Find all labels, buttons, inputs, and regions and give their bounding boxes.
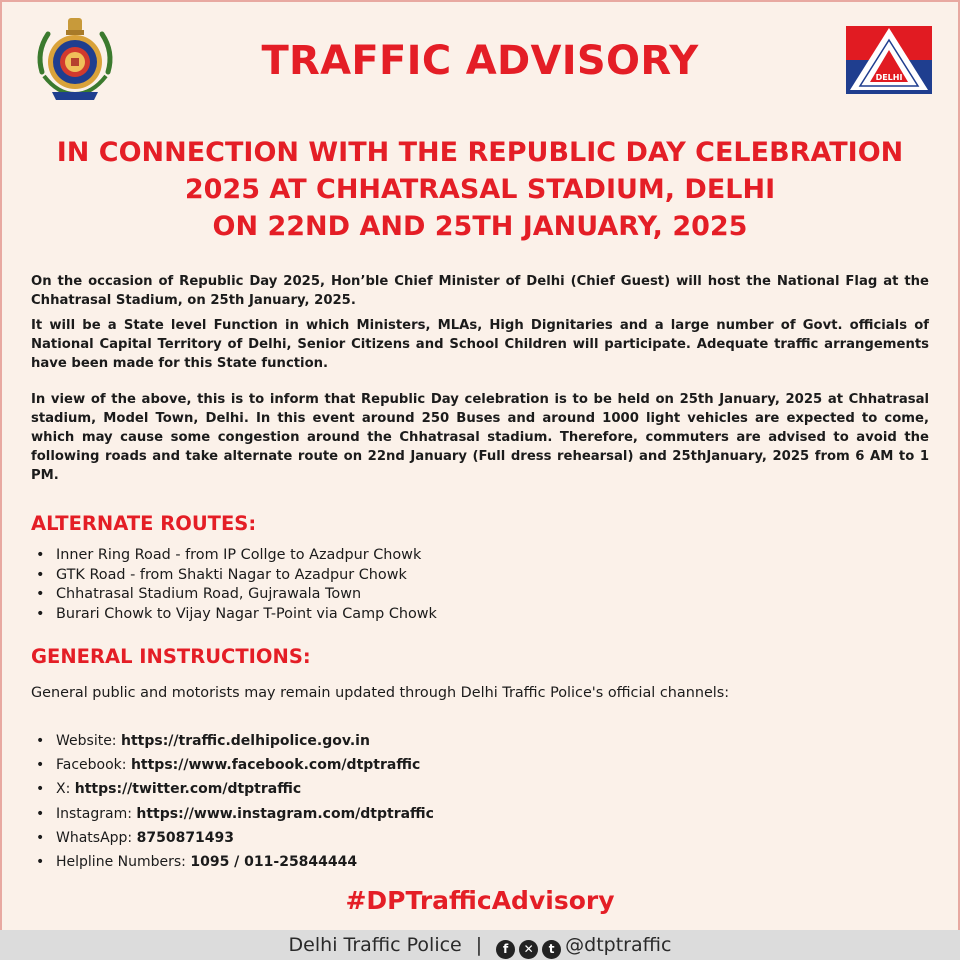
instagram-link[interactable]: https://www.instagram.com/dtptraffic	[136, 805, 434, 822]
route-item: • Chhatrasal Stadium Road, Gujrawala Town	[36, 585, 437, 605]
x-link[interactable]: https://twitter.com/dtptraffic	[74, 781, 302, 798]
facebook-icon[interactable]: f	[496, 940, 515, 959]
logo-right-text: DELHI	[875, 73, 903, 82]
subtitle-line-1: IN CONNECTION WITH THE REPUBLIC DAY CELEBRATION	[56, 137, 904, 168]
general-instructions-heading: GENERAL INSTRUCTIONS:	[31, 645, 311, 668]
subtitle-line-2: 2025 AT CHHATRASAL STADIUM, DELHI	[184, 174, 776, 205]
channel-instagram: • Instagram: https://www.instagram.com/dtptraffic	[36, 802, 434, 826]
website-link[interactable]: https://traffic.delhipolice.gov.in	[120, 733, 370, 749]
helpline-numbers[interactable]: 1095 / 011-25844444	[190, 854, 358, 871]
channel-x: • X: https://twitter.com/dtptraffic	[36, 777, 434, 801]
route-item: • Inner Ring Road - from IP Collge to Azadpur Chowk	[36, 546, 437, 566]
x-icon[interactable]: ✕	[519, 940, 538, 959]
traffic-police-delhi-logo-icon	[846, 26, 932, 94]
alternate-routes-heading: ALTERNATE ROUTES:	[31, 512, 257, 535]
route-item: • GTK Road - from Shakti Nagar to Azadpur Chowk	[36, 566, 437, 586]
channel-website: • Website: https://traffic.delhipolice.gov.in	[36, 729, 434, 753]
hashtag[interactable]: #DPTrafficAdvisory	[345, 886, 615, 915]
footer-bar	[0, 930, 960, 960]
function-paragraph: It will be a State level Function in which Ministers, MLAs, High Dignitaries and a large number of Govt. officials of National Capital Territory of Delhi, Senior Citizens and School Children will participate. Adequate traffic arrangements have been made for this State function.	[31, 318, 929, 371]
subtitle-line-3: ON 22ND AND 25TH JANUARY, 2025	[212, 211, 748, 242]
facebook-link[interactable]: https://www.facebook.com/dtptraffic	[130, 757, 421, 774]
route-item: • Burari Chowk to Vijay Nagar T-Point via Camp Chowk	[36, 605, 437, 625]
alternate-routes-list	[36, 546, 437, 624]
whatsapp-number[interactable]: 8750871493	[136, 829, 235, 846]
advisory-subtitle	[20, 134, 940, 245]
channel-helpline: • Helpline Numbers: 1095 / 011-25844444	[36, 850, 434, 874]
intro-paragraph: On the occasion of Republic Day 2025, Hon’ble Chief Minister of Delhi (Chief Guest) will host the National Flag at the Chhatrasal Stadium, on 25th January, 2025.	[31, 274, 929, 308]
footer-separator: |	[475, 934, 483, 956]
channel-facebook: • Facebook: https://www.facebook.com/dtptraffic	[36, 753, 434, 777]
footer-handle[interactable]: @dtptraffic	[565, 934, 672, 956]
footer-org: Delhi Traffic Police	[288, 934, 462, 956]
official-channels-list	[36, 729, 434, 874]
page-title: TRAFFIC ADVISORY	[261, 38, 699, 84]
general-instructions-text: General public and motorists may remain updated through Delhi Traffic Police's official channels:	[31, 685, 730, 701]
advisory-paragraph: In view of the above, this is to inform that Republic Day celebration is to be held on 25th January, 2025 at Chhatrasal stadium, Model Town, Delhi. In this event around 250 Buses and around 1000 light vehicles are expected to come, which may cause some congestion around the Chhatrasal stadium. Therefore, commuters are advised to avoid the following roads and take alternate route on 22nd January (Full dress rehearsal) and 25thJanuary, 2025 from 6 AM to 1 PM.	[31, 392, 929, 483]
twitter-icon[interactable]: t	[542, 940, 561, 959]
channel-whatsapp: • WhatsApp: 8750871493	[36, 826, 434, 850]
